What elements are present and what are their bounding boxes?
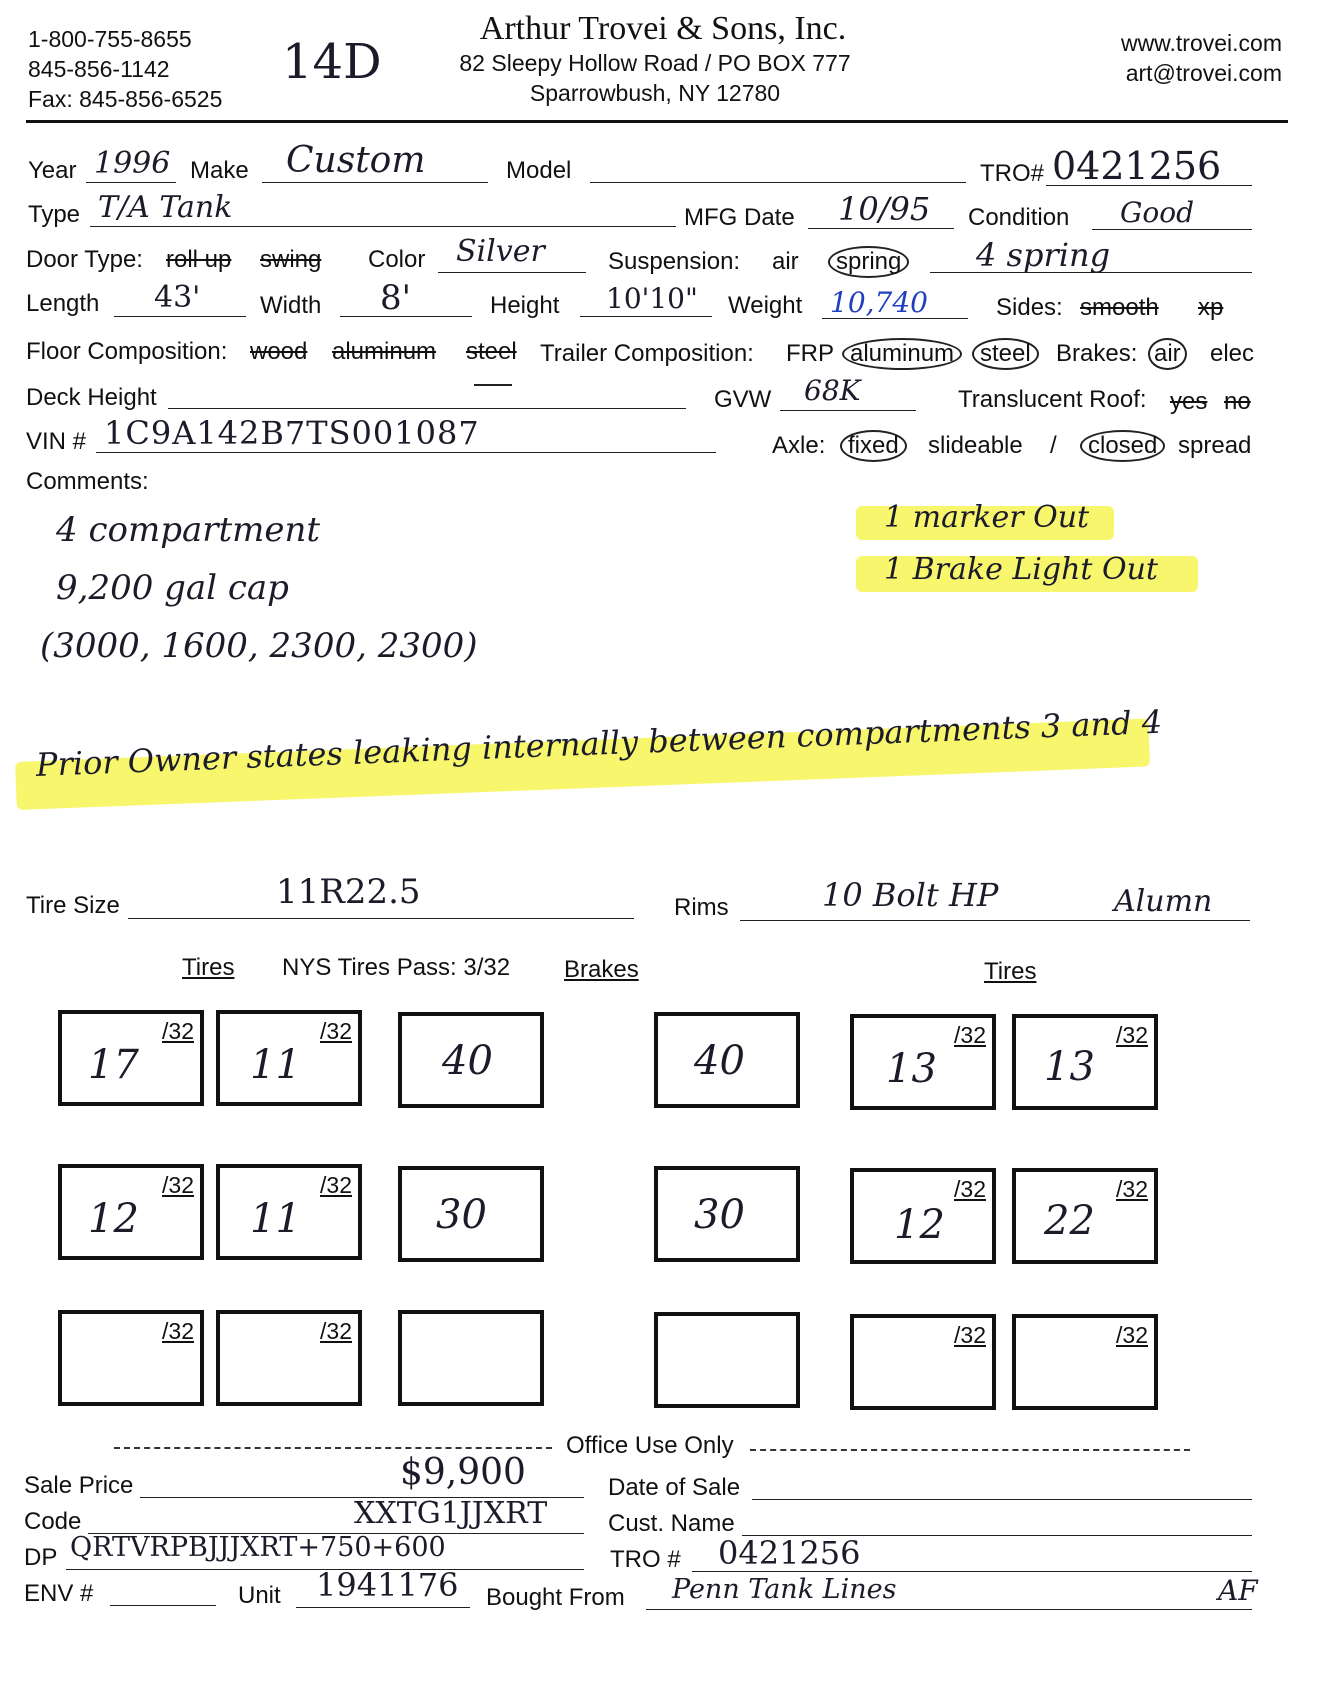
tire-box-row3-left-outer[interactable] [58, 1310, 204, 1406]
brake-box-row2-left[interactable] [398, 1166, 544, 1262]
vin-line [96, 452, 716, 453]
length-value[interactable]: 43' [154, 280, 201, 315]
tread-depth: 11 [250, 1042, 301, 1088]
tread-fraction: /32 [162, 1018, 194, 1044]
floor-option-wood[interactable]: wood [250, 338, 308, 365]
tire-box-row3-left-inner[interactable] [216, 1310, 362, 1406]
comment-left-2: 9,200 gal cap [56, 568, 289, 608]
type-value[interactable]: T/A Tank [98, 190, 233, 225]
color-line [438, 272, 586, 273]
dp-value[interactable]: QRTVRPBJJJXRT+750+600 [70, 1532, 446, 1563]
vin-label: VIN # [26, 428, 87, 455]
condition-label: Condition [968, 204, 1070, 231]
cust-name-label: Cust. Name [608, 1510, 735, 1537]
trailer-composition-label: Trailer Composition: [540, 340, 754, 367]
brakes-option-air[interactable]: air [1148, 338, 1187, 370]
initials-signature: AF [1218, 1574, 1258, 1607]
tire-box-row2-right-outer[interactable] [1012, 1168, 1158, 1264]
door-option-swing[interactable]: swing [260, 246, 322, 273]
unit-line [296, 1607, 470, 1608]
width-value[interactable]: 8' [380, 278, 411, 318]
tread-depth: 12 [88, 1196, 139, 1242]
deck-height-line [168, 408, 686, 409]
trailer-option-aluminum[interactable]: aluminum [842, 338, 962, 370]
office-use-only-label: Office Use Only [566, 1432, 734, 1459]
fax-number: Fax: 845-856-6525 [28, 86, 223, 112]
company-address-2: Sparrowbush, NY 12780 [529, 80, 781, 106]
date-of-sale-line [752, 1499, 1252, 1500]
tire-box-row2-right-inner[interactable] [850, 1168, 996, 1264]
axle-option-spread[interactable]: spread [1178, 432, 1252, 459]
date-of-sale-label: Date of Sale [608, 1474, 741, 1501]
length-line [114, 316, 246, 317]
brake-box-row1-left[interactable] [398, 1012, 544, 1108]
header-divider [26, 120, 1288, 123]
brakes-option-elec[interactable]: elec [1210, 340, 1255, 367]
year-line [86, 182, 176, 183]
comment-right-1: 1 marker Out [884, 500, 1090, 535]
translucent-roof-label: Translucent Roof: [958, 386, 1147, 413]
tread-fraction: /32 [320, 1318, 352, 1344]
tire-box-row1-left-outer[interactable] [58, 1010, 204, 1106]
company-address-1: 82 Sleepy Hollow Road / PO BOX 777 [459, 50, 851, 76]
comment-left-1: 4 compartment [56, 510, 321, 550]
tire-box-row3-right-inner[interactable] [850, 1314, 996, 1410]
brake-value: 40 [442, 1038, 493, 1084]
tro-label: TRO# [980, 160, 1045, 187]
model-line [590, 182, 966, 183]
brake-box-row3-right[interactable] [654, 1312, 800, 1408]
tread-fraction: /32 [162, 1172, 194, 1198]
suspension-option-spring[interactable]: spring [828, 246, 909, 278]
tread-fraction: /32 [320, 1172, 352, 1198]
tire-size-value[interactable]: 11R22.5 [276, 872, 421, 912]
height-value[interactable]: 10'10" [606, 282, 698, 315]
tread-fraction: /32 [954, 1176, 986, 1202]
floor-option-aluminum[interactable]: aluminum [332, 338, 437, 365]
dp-label: DP [24, 1544, 58, 1571]
tread-depth: 17 [88, 1042, 139, 1088]
suspension-option-air[interactable]: air [772, 248, 799, 275]
brake-box-row1-right[interactable] [654, 1012, 800, 1108]
make-label: Make [190, 157, 249, 184]
sale-price-value[interactable]: $9,900 [400, 1452, 526, 1493]
tread-depth: 13 [1044, 1044, 1095, 1090]
sides-option-smooth[interactable]: smooth [1080, 294, 1159, 321]
tread-fraction: /32 [954, 1322, 986, 1348]
mfg-line [808, 228, 954, 229]
sides-option-xp[interactable]: xp [1198, 294, 1224, 321]
roof-option-no[interactable]: no [1224, 388, 1251, 415]
comment-right-2: 1 Brake Light Out [884, 552, 1158, 587]
sides-label: Sides: [996, 294, 1063, 321]
deck-height-label: Deck Height [26, 384, 157, 411]
brake-box-row3-left[interactable] [398, 1310, 544, 1406]
company-email[interactable]: art@trovei.com [1125, 60, 1282, 86]
tread-depth: 22 [1044, 1198, 1095, 1244]
env-label: ENV # [24, 1580, 94, 1607]
axle-label: Axle: [772, 432, 826, 459]
tread-depth: 12 [894, 1202, 945, 1248]
rims-line [740, 920, 1250, 921]
door-type-label: Door Type: [26, 246, 143, 273]
width-label: Width [260, 292, 322, 319]
mfg-label: MFG Date [684, 204, 795, 231]
phone-2: 845-856-1142 [28, 56, 170, 82]
roof-option-yes[interactable]: yes [1170, 388, 1208, 415]
office-divider-right [750, 1449, 1190, 1451]
sale-price-label: Sale Price [24, 1472, 134, 1499]
tire-box-row1-right-inner[interactable] [850, 1014, 996, 1110]
phone-1: 1-800-755-8655 [28, 26, 192, 52]
office-tro-value[interactable]: 0421256 [718, 1534, 861, 1572]
door-option-rollup[interactable]: roll up [166, 246, 232, 273]
suspension-label: Suspension: [608, 248, 741, 275]
tire-box-row1-left-inner[interactable] [216, 1010, 362, 1106]
axle-option-fixed[interactable]: fixed [840, 430, 907, 462]
suspension-note[interactable]: 4 spring [976, 236, 1111, 274]
type-label: Type [28, 201, 81, 228]
trailer-option-frp[interactable]: FRP [786, 340, 834, 367]
floor-composition-label: Floor Composition: [26, 338, 228, 365]
tread-fraction: /32 [320, 1018, 352, 1044]
weight-label: Weight [728, 292, 803, 319]
comment-left-3: (3000, 1600, 2300, 2300) [40, 626, 478, 666]
tread-fraction: /32 [162, 1318, 194, 1344]
length-label: Length [26, 290, 100, 317]
tire-size-line [128, 918, 634, 919]
make-value[interactable]: Custom [286, 140, 426, 181]
env-line [110, 1605, 216, 1606]
gvw-line [780, 410, 916, 411]
brakes-heading: Brakes [564, 956, 639, 983]
axle-option-slideable[interactable]: slideable [928, 432, 1023, 459]
comment-prior-owner: Prior Owner states leaking internally between compartments 3 and 4 [35, 702, 1163, 784]
tread-depth: 11 [250, 1196, 301, 1242]
tires-heading-left: Tires [182, 954, 235, 981]
office-divider-left [114, 1447, 552, 1449]
tread-fraction: /32 [1116, 1322, 1148, 1348]
comments-label: Comments: [26, 468, 149, 495]
axle-option-closed[interactable]: closed [1080, 430, 1165, 462]
gvw-value[interactable]: 68K [804, 374, 861, 407]
handwritten-code: 14D [282, 34, 382, 90]
tire-box-row2-left-inner[interactable] [216, 1164, 362, 1260]
color-value[interactable]: Silver [456, 234, 545, 269]
gvw-label: GVW [714, 386, 772, 413]
deck-height-dash [474, 384, 512, 386]
tire-box-row3-right-outer[interactable] [1012, 1314, 1158, 1410]
year-value[interactable]: 1996 [94, 146, 171, 181]
condition-line [1092, 229, 1252, 230]
vin-value[interactable]: 1C9A142B7TS001087 [104, 414, 480, 452]
rims-label: Rims [674, 894, 729, 921]
tread-depth: 13 [886, 1046, 937, 1092]
color-label: Color [368, 246, 426, 273]
brake-box-row2-right[interactable] [654, 1166, 800, 1262]
axle-slash: / [1050, 432, 1057, 459]
condition-value[interactable]: Good [1120, 196, 1195, 229]
nys-tires-pass: NYS Tires Pass: 3/32 [282, 954, 511, 981]
make-line [262, 182, 488, 183]
brake-value: 30 [694, 1192, 745, 1238]
code-label: Code [24, 1508, 82, 1535]
tire-box-row1-right-outer[interactable] [1012, 1014, 1158, 1110]
tread-fraction: /32 [954, 1022, 986, 1048]
bought-from-line [646, 1609, 1252, 1610]
bought-from-value[interactable]: Penn Tank Lines [672, 1574, 897, 1605]
bought-from-label: Bought From [486, 1584, 625, 1611]
height-label: Height [490, 292, 560, 319]
tires-heading-right: Tires [984, 958, 1037, 985]
weight-value[interactable]: 10,740 [830, 286, 928, 319]
year-label: Year [28, 157, 77, 184]
tro-value[interactable]: 0421256 [1052, 144, 1222, 188]
brake-value: 40 [694, 1038, 745, 1084]
rims-value[interactable]: 10 Bolt HP [822, 876, 999, 914]
type-line [90, 226, 676, 227]
floor-option-steel[interactable]: steel [466, 338, 517, 365]
tire-box-row2-left-outer[interactable] [58, 1164, 204, 1260]
code-value[interactable]: XXTG1JJXRT [354, 1496, 548, 1531]
unit-value[interactable]: 1941176 [316, 1566, 459, 1604]
brakes-label: Brakes: [1056, 340, 1138, 367]
tread-fraction: /32 [1116, 1176, 1148, 1202]
tread-fraction: /32 [1116, 1022, 1148, 1048]
unit-label: Unit [238, 1582, 281, 1609]
tire-size-label: Tire Size [26, 892, 120, 919]
trailer-option-steel[interactable]: steel [972, 338, 1039, 370]
brake-value: 30 [436, 1192, 487, 1238]
company-website[interactable]: www.trovei.com [1120, 30, 1282, 56]
company-name: Arthur Trovei & Sons, Inc. [479, 10, 847, 47]
height-line [580, 316, 712, 317]
mfg-value[interactable]: 10/95 [838, 190, 931, 228]
model-label: Model [506, 157, 572, 184]
rims-material[interactable]: Alumn [1114, 884, 1213, 919]
office-tro-label: TRO # [610, 1546, 681, 1573]
